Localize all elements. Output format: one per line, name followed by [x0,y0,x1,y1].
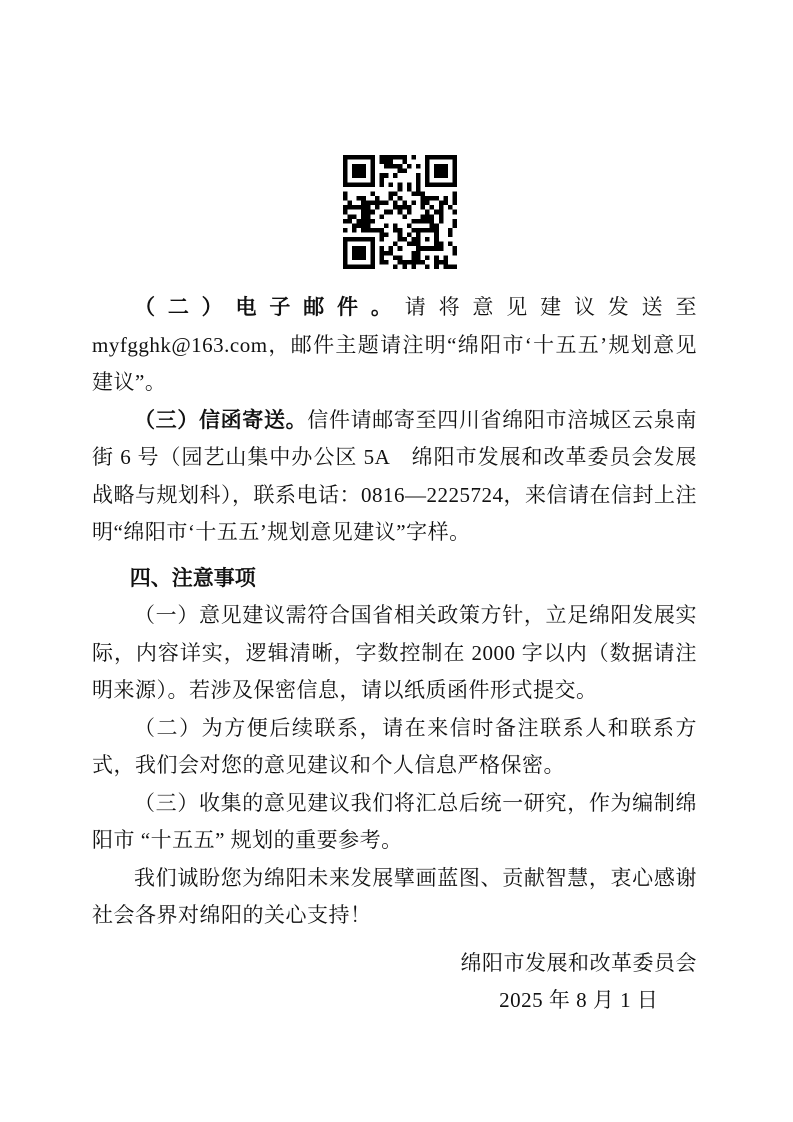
paragraph-email-method [92,289,697,402]
document-body [92,289,697,1020]
paragraph-email-label: （二）电子邮件。 [134,295,405,319]
paragraph-note2: （二）为方便后续联系，请在来信时备注联系人和联系方式，我们会对您的意见建议和个人信息严格保密。 [92,715,697,777]
signature-date: 2025 年 8 月 1 日 [499,988,659,1012]
paragraph-note1: （一）意见建议需符合国省相关政策方针，立足绵阳发展实际，内容详实，逻辑清晰，字数控制在 2000 字以内（数据请注明来源）。若涉及保密信息，请以纸质函件形式提交。 [92,603,697,702]
paragraph-mail-method [92,402,697,552]
paragraph-mail-text: 信件请邮寄至四川省绵阳市涪城区云泉南街 6 号（园艺山集中办公区 5A 绵阳市发展和改革委员会发展战略与规划科），联系电话：0816—2225724，来信请在信封上注明“绵阳市‘十五五’规划意见建议”字样。 [92,407,697,544]
paragraph-mail-label: （三）信函寄送。 [134,407,308,432]
paragraph-note3: （三）收集的意见建议我们将汇总后统一研究，作为编制绵阳市 “十五五” 规划的重要参考。 [92,790,697,852]
signature-org: 绵阳市发展和改革委员会 [460,950,697,975]
paragraph-closing: 我们诚盼您为绵阳未来发展擘画蓝图、贡献智慧，衷心感谢社会各界对绵阳的关心支持！ [92,865,697,927]
signature-block [461,945,698,1020]
section-heading-notes: 四、注意事项 [129,566,256,590]
paragraph-email-text: 请将意见建议发送至 myfgghk@163.com，邮件主题请注明“绵阳市‘十五五’规划意见建议”。 [92,295,697,394]
qr-code [343,155,457,269]
